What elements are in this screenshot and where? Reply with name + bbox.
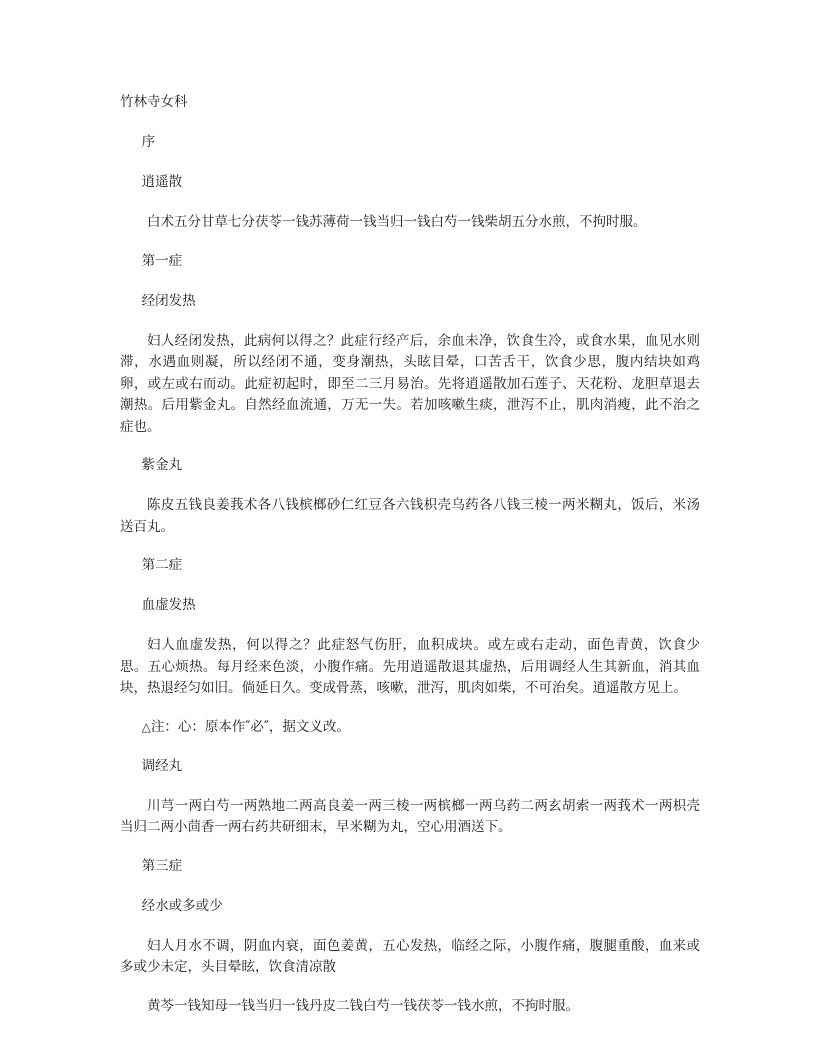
formula-heading-zijinwan: 紫金丸	[141, 457, 183, 473]
document-body	[120, 172, 700, 1017]
section-number-3: 第三症	[141, 857, 183, 874]
section-title-xuexu-fare: 血虚发热	[141, 597, 196, 613]
section-title-jingbi-fare: 经闭发热	[141, 292, 196, 309]
note-text: 注：心：原本作″必″，据文义改。	[150, 718, 350, 735]
section-number-1: 第一症	[141, 252, 183, 269]
section-body-xuexu-fare: 妇人血虚发热，何以得之？此症怒气伤肝，血积成块。或左或右走动，面色青黄，饮食少思。五心烦热。每月经来色淡，小腹作痛。先用逍遥散退其虚热，后用调经人生其新血，消其血块，热退经匀如旧。倘延日久。变成骨蒸，咳嗽，泄泻，肌肉如柴，不可治矣。逍遥散方见上。	[120, 637, 700, 696]
document-content	[120, 92, 700, 1034]
editorial-note-xin	[120, 717, 700, 738]
formula-body-qingliangsan: 黄芩一钱知母一钱当归一钱丹皮二钱白芍一钱茯苓一钱水煎，不拘时服。	[147, 997, 579, 1014]
preface-heading: 序	[141, 134, 156, 150]
formula-body-tiaojingwan: 川芎一两白芍一两熟地二两高良姜一两三棱一两槟榔一两乌药二两玄胡索一两莪术一两枳壳当归二两小茴香一两右药共研细末，早米糊为丸，空心用酒送下。	[120, 797, 700, 835]
formula-heading-tiaojingwan: 调经丸	[141, 757, 183, 774]
section-title-jingshui-duoshao: 经水或多或少	[141, 897, 223, 914]
formula-body-xiaoyaosan: 白术五分甘草七分茯苓一钱苏薄荷一钱当归一钱白芍一钱柴胡五分水煎，不拘时服。	[147, 214, 647, 230]
note-triangle-icon: △	[141, 719, 151, 734]
formula-body-zijinwan: 陈皮五钱良姜莪术各八钱槟榔砂仁红豆各六钱枳壳乌药各八钱三棱一两米糊丸，饭后，米汤送百丸。	[120, 497, 700, 535]
page-title: 竹林寺女科	[120, 94, 188, 110]
formula-heading-xiaoyaosan: 逍遥散	[141, 174, 183, 190]
section-body-jingbi-fare: 妇人经闭发热，此病何以得之？此症行经产后，余血未净，饮食生冷，或食水果，血见水则滞，水遇血则凝，所以经闭不通，变身潮热，头眩目晕，口苦舌干，饮食少思，腹内结块如鸡卵，或左或右而动。此症初起时，即至二三月易治。先将逍遥散加石莲子、天花粉、龙胆草退去潮热。后用紫金丸。自然经血流通，万无一失。若加咳嗽生痰，泄泻不止，肌肉消瘦，此不治之症也。	[120, 332, 700, 435]
section-body-jingshui-duoshao: 妇人月水不调，阴血内衰，面色姜黄，五心发热，临经之际，小腹作痛，腹腿重酸，血来或多或少未定，头目晕眩，饮食清凉散	[120, 937, 700, 975]
section-number-2: 第二症	[141, 557, 183, 573]
